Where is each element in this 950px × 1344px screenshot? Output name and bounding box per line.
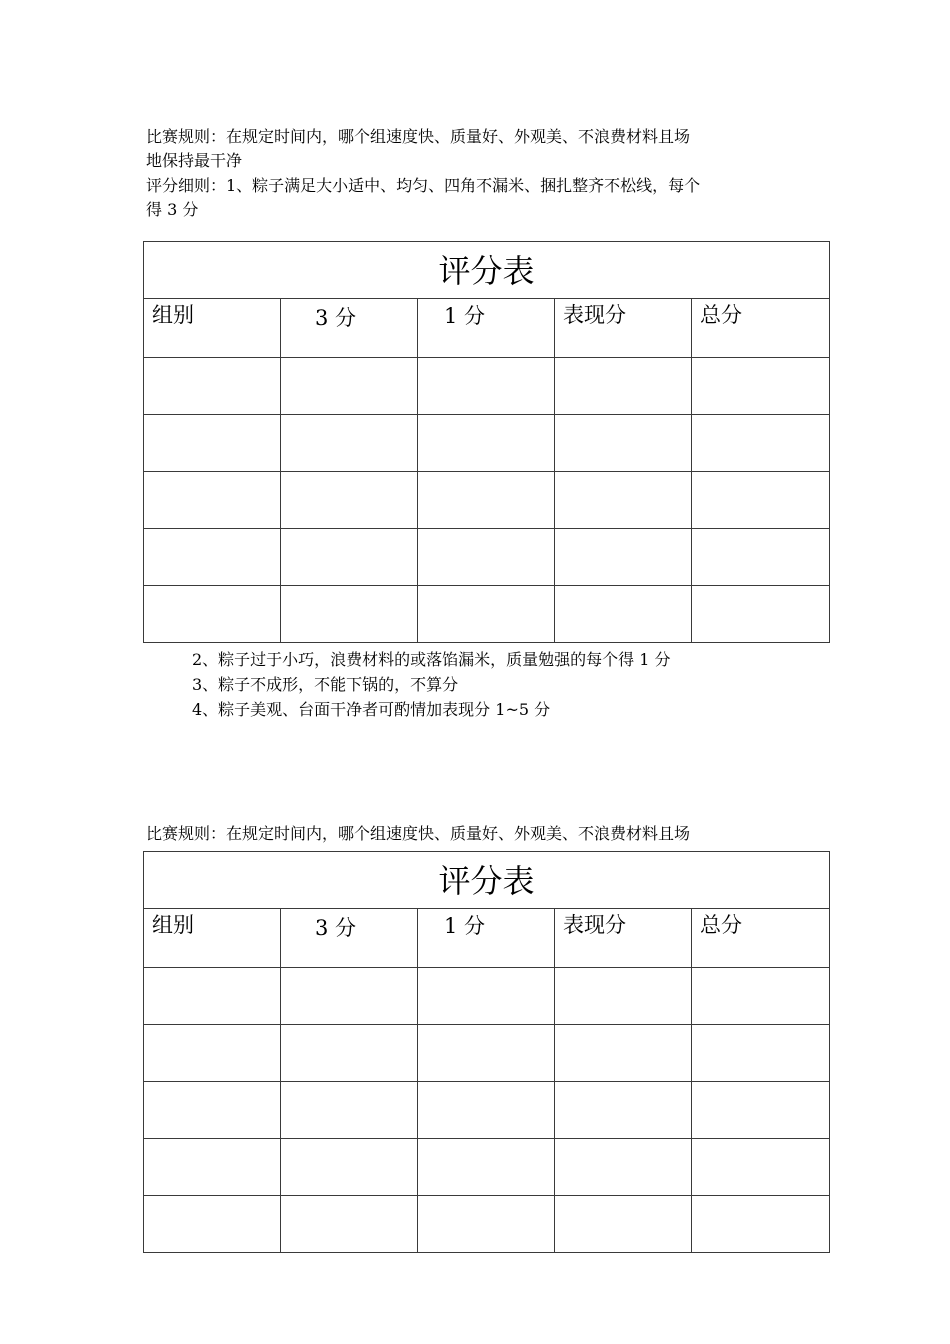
table-cell[interactable] <box>555 472 692 529</box>
table-row <box>144 472 830 529</box>
table-title: 评分表 <box>144 852 830 909</box>
scoring-detail-line-2: 得 3 分 <box>146 200 199 219</box>
table-cell[interactable] <box>692 472 830 529</box>
table-cell[interactable] <box>418 1139 555 1196</box>
table-cell[interactable] <box>555 586 692 643</box>
table-cell[interactable] <box>144 1139 281 1196</box>
table-cell[interactable] <box>418 358 555 415</box>
table-cell[interactable] <box>144 968 281 1025</box>
table-cell[interactable] <box>692 529 830 586</box>
header-3-points: 3 分 <box>281 299 418 358</box>
table-cell[interactable] <box>418 968 555 1025</box>
table-cell[interactable] <box>144 1196 281 1253</box>
scoring-rule-4: 4、粽子美观、台面干净者可酌情加表现分 1~5 分 <box>192 700 551 719</box>
table-header-row <box>144 299 830 358</box>
header-1-point: 1 分 <box>418 299 555 358</box>
table-cell[interactable] <box>144 472 281 529</box>
table-row <box>144 1139 830 1196</box>
table-cell[interactable] <box>555 1196 692 1253</box>
table-cell[interactable] <box>281 1196 418 1253</box>
header-total: 总分 <box>692 299 830 358</box>
table-cell[interactable] <box>692 1139 830 1196</box>
scoring-detail-line-1: 评分细则：1、粽子满足大小适中、均匀、四角不漏米、捆扎整齐不松线，每个 <box>146 176 701 195</box>
table-row <box>144 529 830 586</box>
table-cell[interactable] <box>692 586 830 643</box>
table-cell[interactable] <box>555 415 692 472</box>
rules-text-line-2: 地保持最干净 <box>146 151 243 170</box>
rules-text-line-1-section-2: 比赛规则：在规定时间内，哪个组速度快、质量好、外观美、不浪费材料且场 <box>146 824 691 843</box>
table-row <box>144 586 830 643</box>
table-cell[interactable] <box>281 1082 418 1139</box>
table-cell[interactable] <box>281 472 418 529</box>
table-cell[interactable] <box>144 529 281 586</box>
header-group: 组别 <box>144 299 281 358</box>
scoring-rule-2: 2、粽子过于小巧，浪费材料的或落馅漏米，质量勉强的每个得 1 分 <box>192 650 671 669</box>
table-row <box>144 968 830 1025</box>
table-row <box>144 1196 830 1253</box>
table-cell[interactable] <box>418 1082 555 1139</box>
table-row <box>144 1082 830 1139</box>
table-cell[interactable] <box>555 529 692 586</box>
scoring-rule-3: 3、粽子不成形，不能下锅的，不算分 <box>192 675 459 694</box>
table-title: 评分表 <box>144 242 830 299</box>
header-total: 总分 <box>692 909 830 968</box>
table-cell[interactable] <box>281 358 418 415</box>
table-row <box>144 1025 830 1082</box>
table-cell[interactable] <box>418 415 555 472</box>
header-1-point: 1 分 <box>418 909 555 968</box>
table-cell[interactable] <box>692 968 830 1025</box>
table-cell[interactable] <box>555 1082 692 1139</box>
table-row <box>144 358 830 415</box>
table-cell[interactable] <box>144 1082 281 1139</box>
table-cell[interactable] <box>692 415 830 472</box>
table-cell[interactable] <box>144 358 281 415</box>
table-cell[interactable] <box>692 1196 830 1253</box>
table-cell[interactable] <box>418 1025 555 1082</box>
table-cell[interactable] <box>281 586 418 643</box>
table-row <box>144 415 830 472</box>
table-cell[interactable] <box>692 1082 830 1139</box>
table-cell[interactable] <box>281 415 418 472</box>
table-header-row <box>144 909 830 968</box>
header-3-points: 3 分 <box>281 909 418 968</box>
table-cell[interactable] <box>555 1139 692 1196</box>
table-cell[interactable] <box>281 968 418 1025</box>
score-table-1 <box>143 241 830 643</box>
table-cell[interactable] <box>144 1025 281 1082</box>
table-cell[interactable] <box>555 1025 692 1082</box>
table-cell[interactable] <box>418 472 555 529</box>
table-cell[interactable] <box>692 358 830 415</box>
table-cell[interactable] <box>144 415 281 472</box>
header-performance: 表现分 <box>555 299 692 358</box>
table-cell[interactable] <box>281 1025 418 1082</box>
header-group: 组别 <box>144 909 281 968</box>
table-cell[interactable] <box>144 586 281 643</box>
table-cell[interactable] <box>281 1139 418 1196</box>
table-cell[interactable] <box>555 358 692 415</box>
table-cell[interactable] <box>418 586 555 643</box>
table-cell[interactable] <box>555 968 692 1025</box>
table-cell[interactable] <box>281 529 418 586</box>
table-cell[interactable] <box>418 1196 555 1253</box>
table-cell[interactable] <box>692 1025 830 1082</box>
rules-text-line-1: 比赛规则：在规定时间内，哪个组速度快、质量好、外观美、不浪费材料且场 <box>146 127 691 146</box>
table-cell[interactable] <box>418 529 555 586</box>
header-performance: 表现分 <box>555 909 692 968</box>
score-table-2 <box>143 851 830 1253</box>
